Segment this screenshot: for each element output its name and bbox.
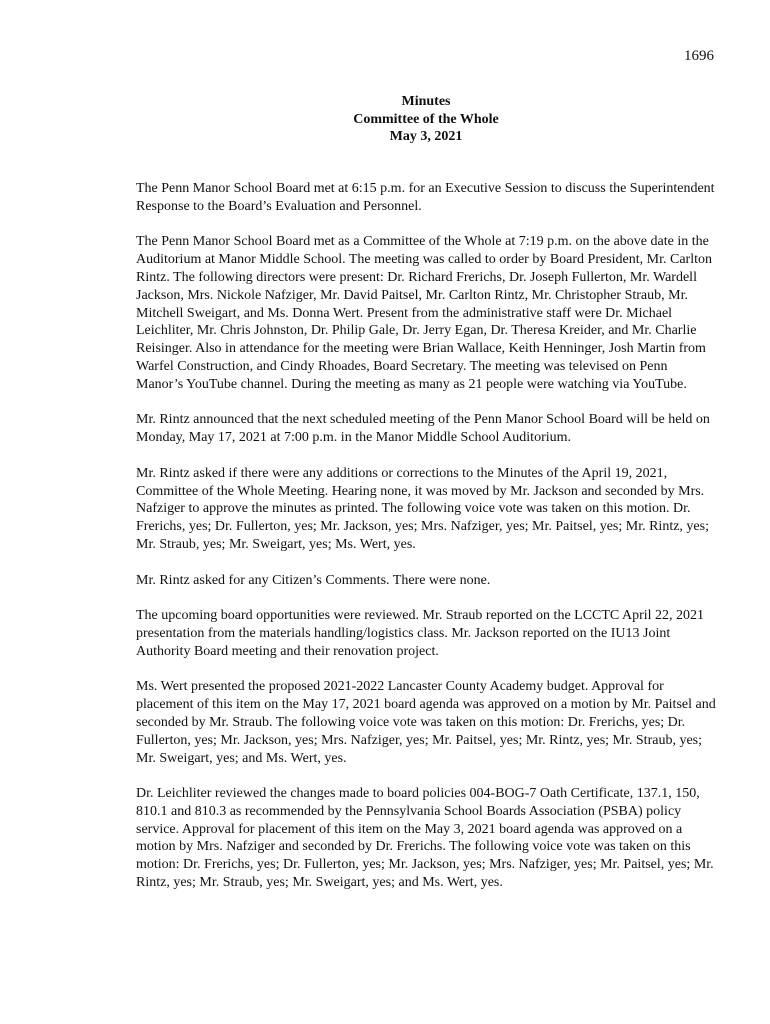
- paragraph-executive-session: The Penn Manor School Board met at 6:15 p.m. for an Executive Session to discuss the Superintendent Response to the Board’s Evaluation and Personnel.: [136, 181, 715, 214]
- header-committee: Committee of the Whole: [353, 111, 499, 127]
- header-title: Minutes: [401, 94, 451, 109]
- page-number: 1696: [684, 48, 714, 64]
- paragraph-lca-budget: Ms. Wert presented the proposed 2021-2022 Lancaster County Academy budget. Approval for placement of this item on the May 17, 2021 board agenda was approved on a motion by Mr. Paitsel and seconded by Mr. Straub. The following voice vote was taken on this motion: Dr. Frerichs, yes; Dr. Fullerton, yes; Mr. Jackson, yes; Mrs. Nafziger, yes; Mr. Paitsel, yes; Mr. Rintz, yes; Mr. Straub, yes; Mr. Sweigart, yes; and Ms. Wert, yes.: [136, 679, 716, 766]
- paragraph-board-opportunities: The upcoming board opportunities were reviewed. Mr. Straub reported on the LCCTC April 22, 2021 presentation from the materials handling/logistics class. Mr. Jackson reported on the IU13 Joint Authority Board meeting and their renovation project.: [136, 608, 705, 659]
- header-date: May 3, 2021: [389, 129, 463, 144]
- paragraph-minutes-approval: Mr. Rintz asked if there were any additions or corrections to the Minutes of the April 19, 2021, Committee of the Whole Meeting. Hearing none, it was moved by Mr. Jackson and seconded by Mrs. Nafziger to approve the minutes as printed. The following voice vote was taken on this motion. Dr. Frerichs, yes; Dr. Fullerton, yes; Mr. Jackson, yes; Mrs. Nafziger, yes; Mr. Paitsel, yes; Mr. Rintz, yes; Mr. Straub, yes; Mr. Sweigart, yes; Ms. Wert, yes.: [136, 465, 709, 552]
- paragraph-board-policies: Dr. Leichliter reviewed the changes made to board policies 004-BOG-7 Oath Certificate, 137.1, 150, 810.1 and 810.3 as recommended by the Pennsylvania School Boards Association (PSBA) policy service. Approval for placement of this item on the May 3, 2021 board agenda was approved on a motion by Mrs. Nafziger and seconded by Dr. Frerichs. The following voice vote was taken on this motion: Dr. Frerichs, yes; Dr. Fullerton, yes; Mr. Jackson, yes; Mrs. Nafziger, yes; Mr. Paitsel, yes; Mr. Rintz, yes; Mr. Straub, yes; Mr. Sweigart, yes; and Ms. Wert, yes.: [136, 786, 714, 891]
- paragraph-attendance: The Penn Manor School Board met as a Committee of the Whole at 7:19 p.m. on the above date in the Auditorium at Manor Middle School. The meeting was called to order by Board President, Mr. Carlton Rintz. The following directors were present: Dr. Richard Frerichs, Dr. Joseph Fullerton, Mr. Wardell Jackson, Mrs. Nickole Nafziger, Mr. David Paitsel, Mr. Carlton Rintz, Mr. Christopher Straub, Mr. Mitchell Sweigart, and Ms. Donna Wert. Present from the administrative staff were Dr. Michael Leichliter, Mr. Chris Johnston, Dr. Philip Gale, Dr. Jerry Egan, Dr. Theresa Kreider, and Mr. Charlie Reisinger. Also in attendance for the meeting were Brian Wallace, Keith Henninger, Josh Martin from Warfel Construction, and Cindy Rhoades, Board Secretary. The meeting was televised on Penn Manor’s YouTube channel. During the meeting as many as 21 people were watching via YouTube.: [136, 234, 712, 392]
- paragraph-next-meeting: Mr. Rintz announced that the next scheduled meeting of the Penn Manor School Board will be held on Monday, May 17, 2021 at 7:00 p.m. in the Manor Middle School Auditorium.: [136, 412, 710, 446]
- minutes-body: [136, 180, 716, 910]
- paragraph-citizen-comments: Mr. Rintz asked for any Citizen’s Comments. There were none.: [136, 572, 491, 588]
- document-header: [0, 93, 770, 146]
